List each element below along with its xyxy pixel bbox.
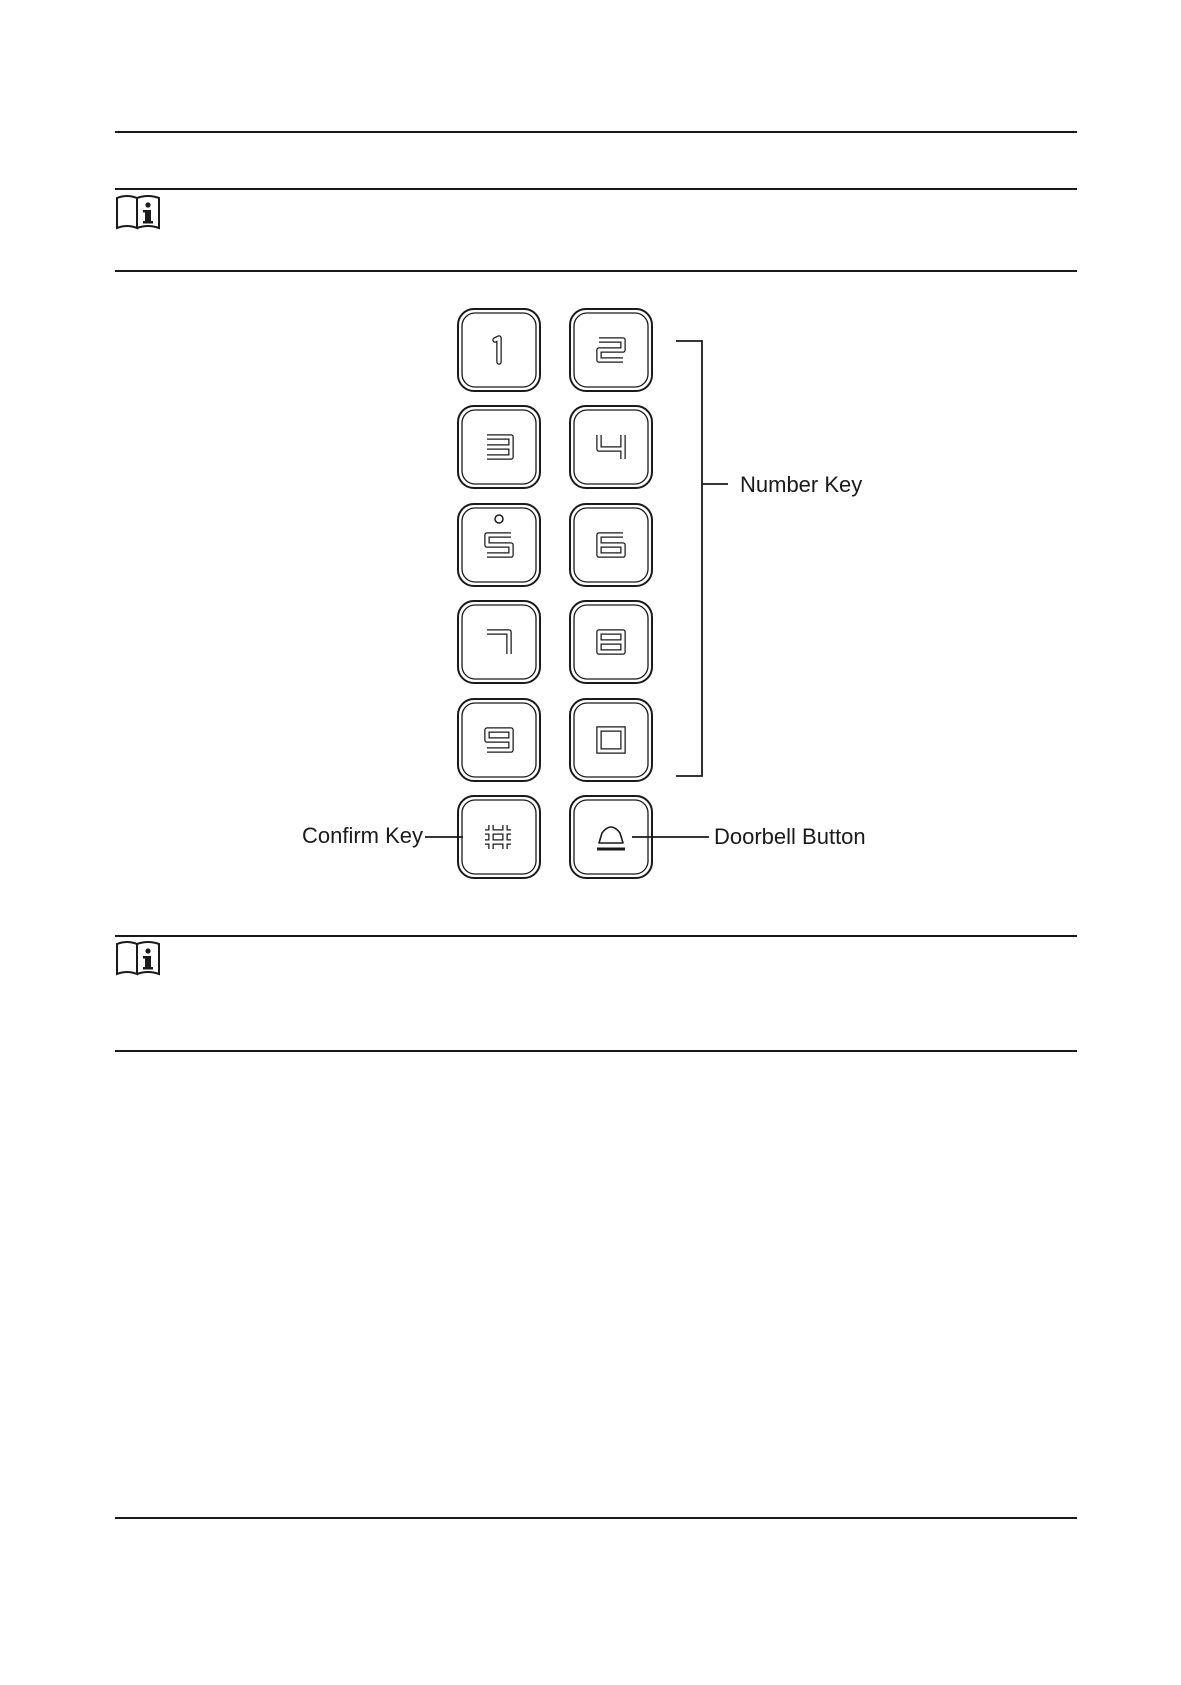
key-7[interactable] xyxy=(458,601,540,683)
number-key-bracket xyxy=(676,341,702,776)
key-0[interactable] xyxy=(570,699,652,781)
number-key-label: Number Key xyxy=(740,472,863,497)
confirm-key[interactable] xyxy=(458,796,540,878)
key-9[interactable] xyxy=(458,699,540,781)
key-6[interactable] xyxy=(570,504,652,586)
key-1[interactable] xyxy=(458,309,540,391)
key-5[interactable] xyxy=(458,504,540,586)
key-3[interactable] xyxy=(458,406,540,488)
doorbell-button-label: Doorbell Button xyxy=(714,824,866,849)
key-2[interactable] xyxy=(570,309,652,391)
key-4[interactable] xyxy=(570,406,652,488)
confirm-key-label: Confirm Key xyxy=(302,823,424,848)
key-8[interactable] xyxy=(570,601,652,683)
